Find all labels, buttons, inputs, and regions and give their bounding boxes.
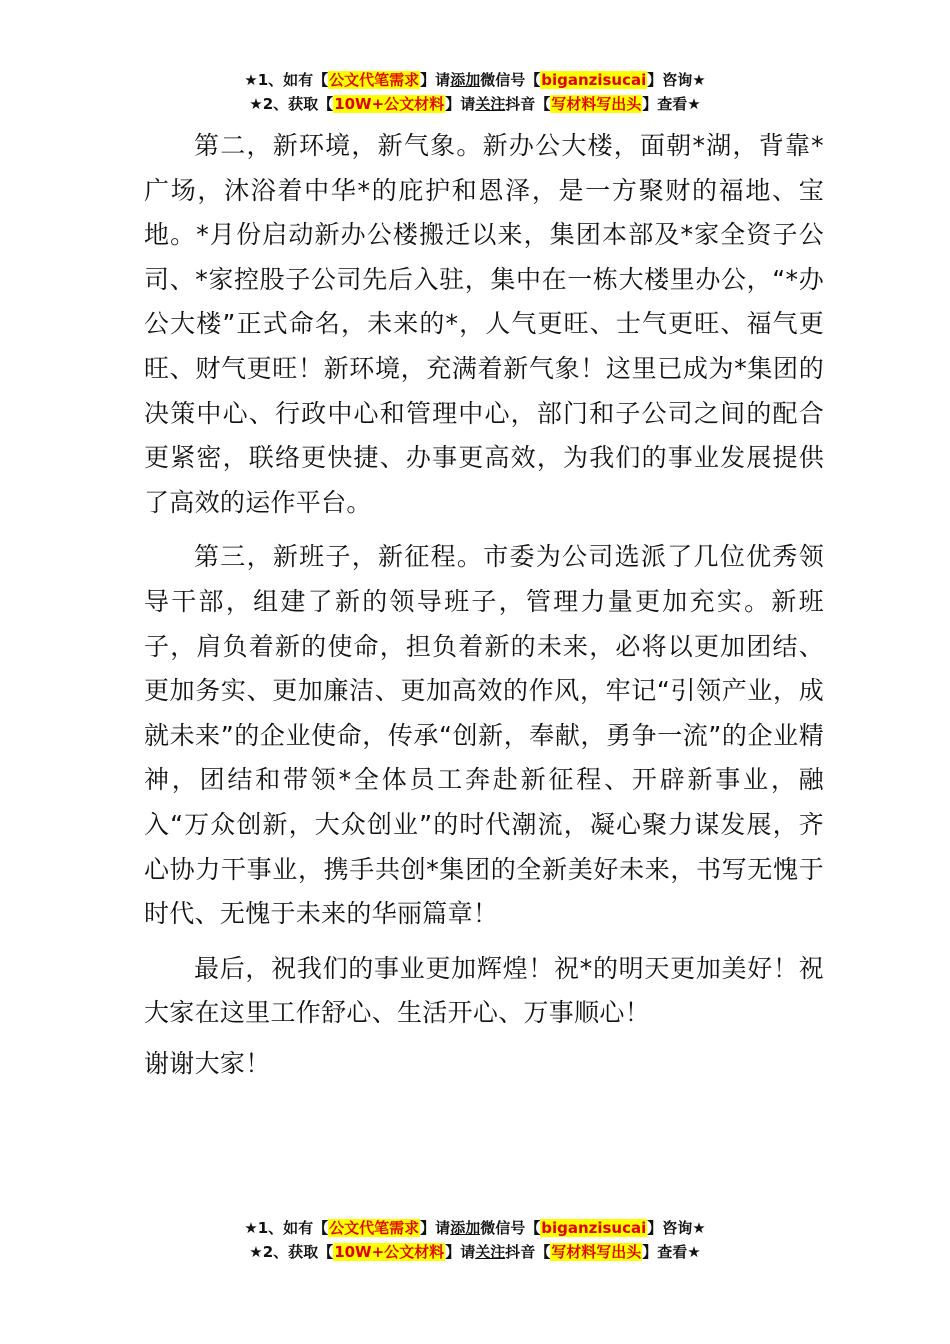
- promo-text: 抖音【: [505, 1243, 551, 1261]
- promo-text: 抖音【: [505, 95, 551, 113]
- underlined-text: 添加: [450, 1219, 481, 1237]
- highlight-douyin-account: 写材料写出头: [551, 95, 642, 113]
- promo-text: 】咨询★: [647, 71, 706, 89]
- promo-text: 】请: [420, 1219, 451, 1237]
- promo-line-1: [0, 1216, 950, 1240]
- promo-text: 微信号【: [480, 1219, 541, 1237]
- paragraph-closing-wishes: 最后，祝我们的事业更加辉煌！祝*的明天更加美好！祝大家在这里工作舒心、生活开心、万事顺心！: [144, 953, 824, 1028]
- paragraph-new-leadership: 第三，新班子，新征程。市委为公司选派了几位优秀领导干部，组建了新的领导班子，管理力量更加充实。新班子，肩负着新的使命，担负着新的未来，必将以更加团结、更加务实、更加廉洁、更加高效的作风，牢记“引领产业，成就未来”的企业使命，传承“创新，奉献，勇争一流”的企业精神，团结和带领*全体员工奔赴新征程、开辟新事业，融入“万众创新，大众创业”的时代潮流，凝心聚力谋发展，齐心协力干事业，携手共创*集团的全新美好未来，书写无愧于时代、无愧于未来的华丽篇章！: [144, 542, 824, 929]
- promo-text: 】请: [420, 71, 451, 89]
- highlight-wechat-id: biganzisucai: [541, 71, 647, 89]
- document-body: [144, 124, 824, 1086]
- paragraph-thanks: 谢谢大家！: [144, 1048, 271, 1078]
- promo-line-2: [0, 1240, 950, 1264]
- highlight-douyin-account: 写材料写出头: [551, 1243, 642, 1261]
- highlight-service: 公文代笔需求: [329, 71, 420, 89]
- promo-line-2: [0, 92, 950, 116]
- promo-text: 】咨询★: [647, 1219, 706, 1237]
- highlight-materials: 10W+公文材料: [334, 95, 445, 113]
- promo-text: 】查看★: [642, 95, 701, 113]
- underlined-text: 添加: [450, 71, 481, 89]
- promo-text: 】请: [445, 95, 476, 113]
- highlight-service: 公文代笔需求: [329, 1219, 420, 1237]
- underlined-text: 关注: [475, 1243, 506, 1261]
- promo-text: 微信号【: [480, 71, 541, 89]
- promo-text: ★2、获取【: [249, 1243, 334, 1261]
- promo-text: 】查看★: [642, 1243, 701, 1261]
- promo-text: 】请: [445, 1243, 476, 1261]
- underlined-text: 关注: [475, 95, 506, 113]
- promo-text: ★1、如有【: [244, 71, 329, 89]
- paragraph-new-environment: 第二，新环境，新气象。新办公大楼，面朝*湖，背靠*广场，沐浴着中华*的庇护和恩泽，是一方聚财的福地、宝地。*月份启动新办公楼搬迁以来，集团本部及*家全资子公司、*家控股子公司先后入驻，集中在一栋大楼里办公，“*办公大楼”正式命名，未来的*，人气更旺、士气更旺、福气更旺、财气更旺！新环境，充满着新气象！这里已成为*集团的决策中心、行政中心和管理中心，部门和子公司之间的配合更紧密，联络更快捷、办事更高效，为我们的事业发展提供了高效的运作平台。: [144, 131, 824, 517]
- header-promo-banner: [0, 68, 950, 116]
- highlight-materials: 10W+公文材料: [334, 1243, 445, 1261]
- promo-text: ★1、如有【: [244, 1219, 329, 1237]
- footer-promo-banner: [0, 1216, 950, 1264]
- highlight-wechat-id: biganzisucai: [541, 1219, 647, 1237]
- promo-text: ★2、获取【: [249, 95, 334, 113]
- promo-line-1: [0, 68, 950, 92]
